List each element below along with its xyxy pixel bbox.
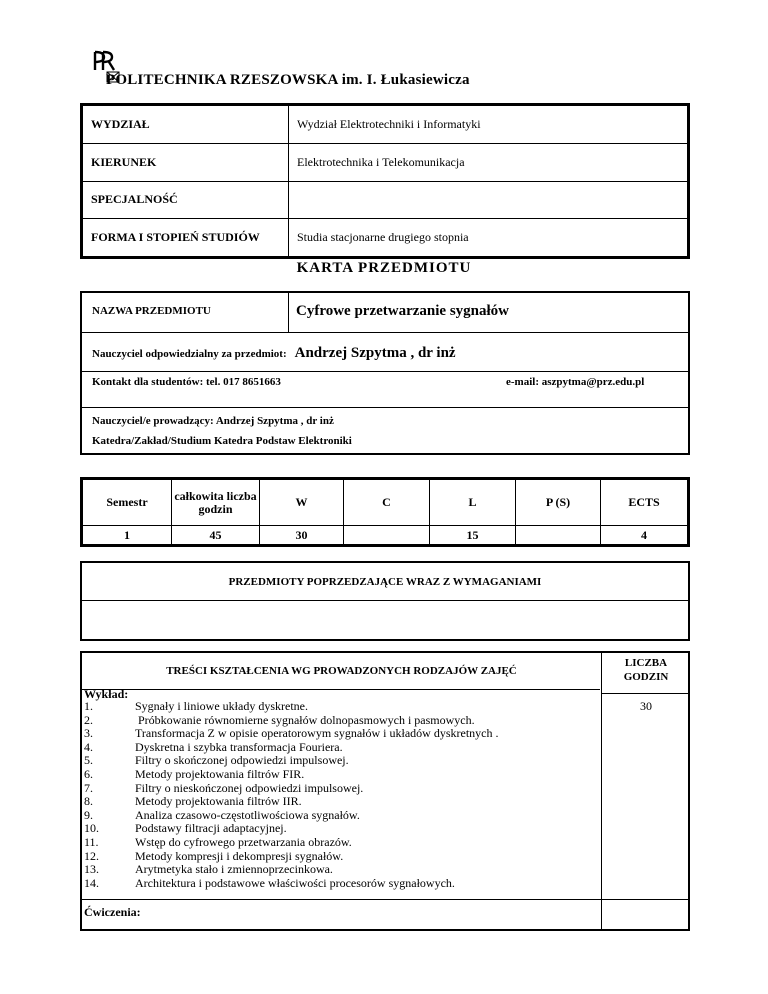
page-title: KARTA PRZEDMIOTU [296, 260, 472, 276]
subject-divider [82, 371, 688, 372]
semester-table [80, 477, 690, 547]
responsible-teacher [92, 344, 456, 362]
subject-divider [82, 332, 688, 333]
lecture-topic-number: 9. [84, 807, 93, 822]
lecture-topic-number: 10. [84, 821, 99, 836]
lecture-topic: Wstęp do cyfrowego przetwarzania obrazów. [135, 835, 352, 849]
subject-name-divider [288, 293, 289, 332]
info-row-faculty [83, 106, 688, 144]
lecture-topic: Sygnały i liniowe układy dyskretne. [135, 699, 308, 713]
contact-email: e-mail: aszpytma@prz.edu.pl [506, 376, 645, 388]
lab-hours-value: 15 [430, 526, 516, 545]
faculty-value: Wydział Elektrotechniki i Informatyki [289, 106, 688, 144]
department: Katedra/Zakład/Studium Katedra Podstaw Elektroniki [92, 435, 352, 447]
lecturers: Nauczyciel/e prowadzący: Andrzej Szpytma , dr inż [92, 415, 334, 427]
total-hours-header: całkowita liczba godzin [172, 480, 260, 526]
lecture-label: Wykład: [84, 687, 129, 701]
semester-values-row [83, 526, 688, 545]
semester-value: 1 [83, 526, 172, 545]
course-content-box [80, 651, 690, 931]
prerequisites-box [80, 561, 690, 641]
lecture-topic-number: 11. [84, 835, 99, 849]
lecture-hours-value: 30 [260, 526, 344, 545]
lecture-topic-number: 3. [84, 726, 93, 741]
prerequisites-title: PRZEDMIOTY POPRZEDZAJĄCE WRAZ Z WYMAGANIAMI [228, 576, 542, 588]
lecture-topic: Metody projektowania filtrów IIR. [135, 794, 302, 809]
lecture-topic: Architektura i podstawowe właściwości procesorów sygnałowych. [135, 875, 455, 890]
content-header-divider [82, 689, 600, 690]
responsible-teacher-value: Andrzej Szpytma , dr inż [294, 345, 456, 361]
faculty-info-table [80, 103, 690, 259]
lecture-topic: Podstawy filtracji adaptacyjnej. [135, 821, 287, 836]
contact-phone: Kontakt dla studentów: tel. 017 8651663 [92, 376, 281, 388]
lecture-topic: Arytmetyka stało i zmiennoprzecinkowa. [135, 862, 333, 877]
specialty-value [289, 181, 688, 219]
university-name: POLITECHNIKA RZESZOWSKA im. I. Łukasiewicza [106, 72, 470, 88]
semester-header-row [83, 480, 688, 526]
faculty-label: WYDZIAŁ [83, 106, 289, 144]
ects-value: 4 [601, 526, 688, 545]
lecture-topic-number: 6. [84, 767, 93, 781]
hours-header-divider [601, 693, 688, 694]
lecture-topic-number: 5. [84, 753, 93, 768]
info-row-specialty [83, 181, 688, 219]
lecture-topic-number: 7. [84, 780, 93, 795]
exercises-header: C [344, 480, 430, 526]
lecture-topic-number: 4. [84, 739, 93, 754]
total-hours-value: 45 [172, 526, 260, 545]
lecture-topic-number: 14. [84, 875, 99, 890]
content-title: TREŚCI KSZTAŁCENIA WG PROWADZONYCH RODZAJÓW ZAJĘĆ [166, 665, 517, 677]
responsible-teacher-label: Nauczyciel odpowiedzialny za przedmiot: [92, 348, 287, 360]
info-row-field [83, 143, 688, 181]
subject-divider [82, 407, 688, 408]
lecture-topic-number: 1. [84, 699, 93, 713]
project-hours-value [516, 526, 601, 545]
lecture-topic: Metody projektowania filtrów FIR. [135, 767, 305, 781]
study-form-label: FORMA I STOPIEŃ STUDIÓW [83, 219, 289, 257]
exercises-label: Ćwiczenia: [84, 905, 141, 919]
lecture-topic-number: 8. [84, 794, 93, 809]
lecture-topic: Analiza czasowo-częstotliwościowa sygnałów. [135, 807, 360, 822]
lecture-hours: 30 [640, 699, 652, 713]
specialty-label: SPECJALNOŚĆ [83, 181, 289, 219]
lecture-topic: Próbkowanie równomierne sygnałów dolnopasmowych i pasmowych. [135, 712, 475, 727]
subject-name-label: NAZWA PRZEDMIOTU [92, 305, 211, 317]
lecture-header: W [260, 480, 344, 526]
exercises-hours-value [344, 526, 430, 545]
lecture-topic: Filtry o skończonej odpowiedzi impulsowej. [135, 753, 349, 768]
lab-header: L [430, 480, 516, 526]
study-form-value: Studia stacjonarne drugiego stopnia [289, 219, 688, 257]
exercises-divider [82, 899, 688, 900]
field-value: Elektrotechnika i Telekomunikacja [289, 143, 688, 181]
hours-header-line2: GODZIN [623, 671, 669, 683]
lecture-topic: Transformacja Z w opisie operatorowym sygnałów i układów dyskretnych . [135, 726, 499, 741]
hours-header-line1: LICZBA [624, 657, 668, 669]
hours-column-divider [601, 653, 602, 929]
lecture-topic: Filtry o nieskończonej odpowiedzi impulsowej. [135, 780, 364, 795]
subject-name-value: Cyfrowe przetwarzanie sygnałów [296, 303, 510, 319]
semester-header: Semestr [83, 480, 172, 526]
lecture-topic-number: 2. [84, 712, 93, 727]
info-row-study-form [83, 219, 688, 257]
lecture-topic: Metody kompresji i dekompresji sygnałów. [135, 848, 344, 863]
lecture-topic-number: 12. [84, 848, 99, 863]
ects-header: ECTS [601, 480, 688, 526]
project-header: P (S) [516, 480, 601, 526]
lecture-topic-number: 13. [84, 862, 99, 877]
subject-box [80, 291, 690, 455]
field-label: KIERUNEK [83, 143, 289, 181]
lecture-topic: Dyskretna i szybka transformacja Fouriera. [135, 739, 343, 754]
prerequisites-divider [82, 600, 688, 601]
